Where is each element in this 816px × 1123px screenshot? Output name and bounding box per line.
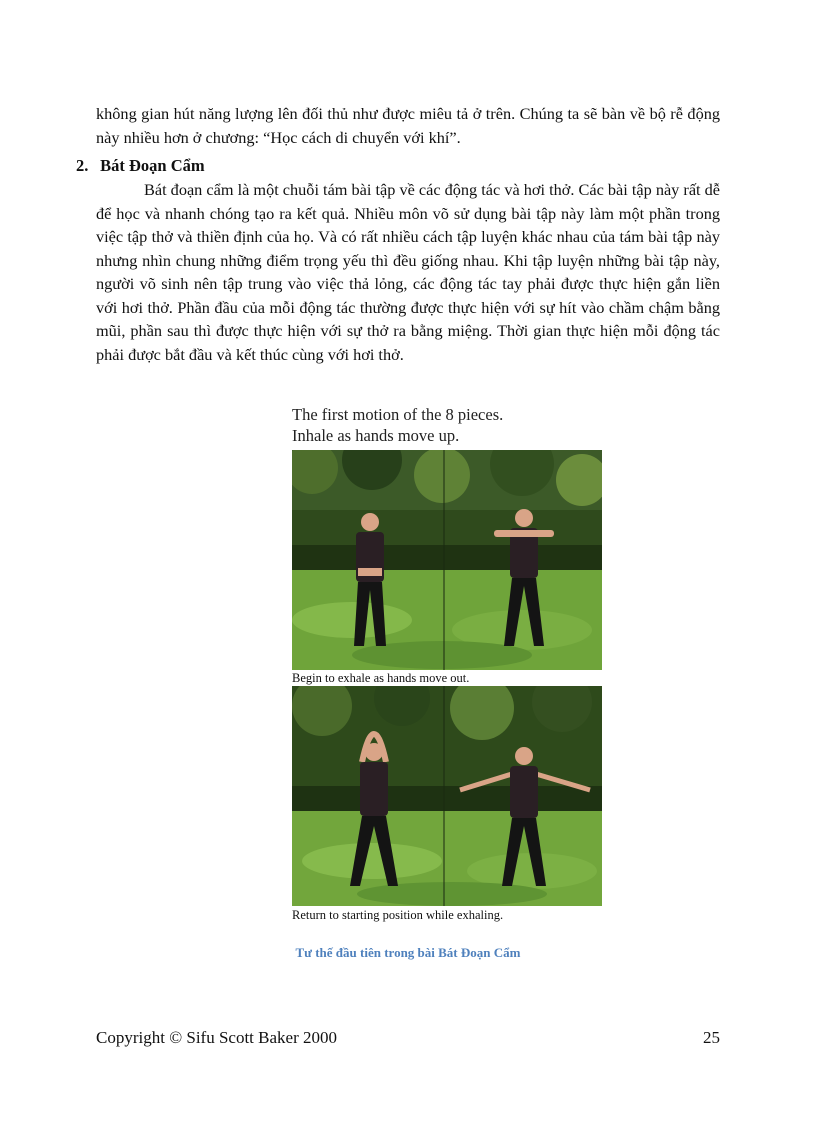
figure-caption: Tư thế đầu tiên trong bài Bát Đoạn Cẩm	[295, 945, 521, 960]
figure-top-line-1: The first motion of the 8 pieces.	[292, 405, 504, 424]
paragraph-intro: không gian hút năng lượng lên đối thủ như được miêu tả ở trên. Chúng ta sẽ bàn về bộ rễ động này nhiều hơn ở chương: “Học cách di chuyển với khí”.	[96, 104, 720, 147]
section-heading	[76, 156, 205, 176]
figure-middle-caption: Begin to exhale as hands move out.	[292, 671, 470, 685]
figure-top-text	[292, 404, 503, 446]
footer-copyright: Copyright © Sifu Scott Baker 2000	[96, 1028, 337, 1047]
exercise-photo-2	[292, 686, 602, 906]
exercise-photo-1	[292, 450, 602, 670]
page-number: 25	[703, 1028, 720, 1047]
exercise-figure	[292, 404, 608, 934]
figure-bottom-caption: Return to starting position while exhaling.	[292, 908, 504, 922]
section-title: Bát Đoạn Cẩm	[100, 156, 205, 175]
paragraph-bat-doan-cam: Bát đoạn cẩm là một chuỗi tám bài tập về các động tác và hơi thở. Các bài tập này rất dễ để học và nhanh chóng tạo ra kết quả. Nhiều môn võ sử dụng bài tập này làm một phần trong việc tập thở và thiền định của họ. Và có rất nhiều cách tập luyện khác nhau của tám bài tập này nhưng nhìn chung những điểm trọng yếu thì đều giống nhau. Khi tập luyện những bài tập này, người võ sinh nên tập trung vào việc thả lỏng, các động tác tay phải được thực hiện gắn liền với hơi thở. Phần đầu của mỗi động tác thường được thực hiện với sự hít vào chầm chậm bằng mũi, phần sau thì được thực hiện với sự thở ra bằng miệng. Thời gian thực hiện mỗi động tác phải được bắt đầu và kết thúc cùng với hơi thở.	[96, 180, 721, 364]
figure-top-line-2: Inhale as hands move up.	[292, 426, 460, 445]
section-number: 2.	[76, 156, 89, 175]
